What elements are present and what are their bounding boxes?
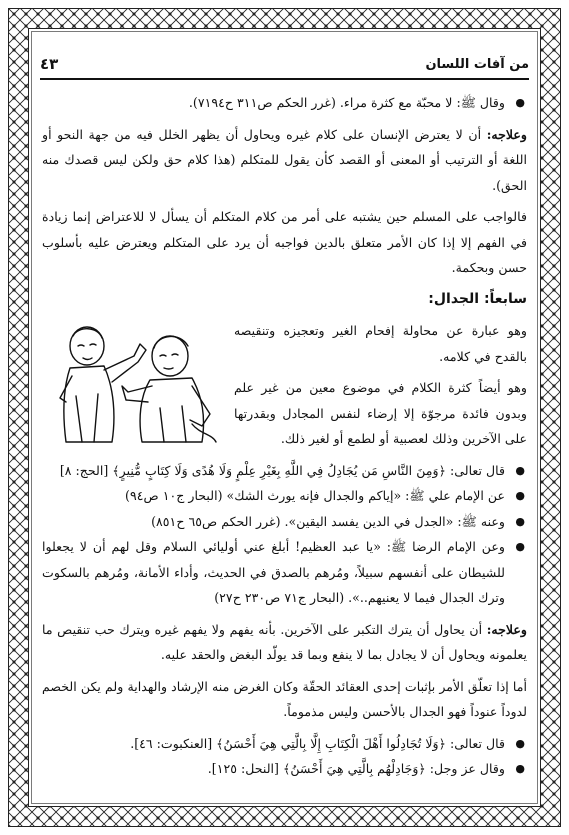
section-heading: سابعاً: الجدال: — [428, 290, 527, 307]
hadith-item: ● وقال ﷺ: لا محبّة مع كثرة مراء. (غرر الحكم ص٣١١ ح٧١٩٤). — [42, 90, 527, 116]
paragraph: فالواجب على المسلم حين يشتبه على أمر من كلام المتكلم أن يسأل لا للاعتراض إنما زيادة في الفهم إلا إذا كان الأمر متعلق بالدين فواجبه أن يرد على المتكلم ويعترض عليه بأسلوب حسن وبحكمة. — [42, 209, 527, 275]
remedy-label: وعلاجه: — [486, 126, 527, 142]
hadith-item: ● وعنه ﷺ: «الجدل في الدين يفسد اليقين». (غرر الحكم ص٦٥ ح٨٥١) — [42, 509, 527, 535]
hadith-item: ● وعن الإمام الرضا ﷺ: «يا عبد العظيم! أبلغ عني أوليائي السلام وقل لهم أن لا يجعلوا للشيطان على أنفسهم سبيلاً، ومُرهم بالصدق في الحديث، وأداء الأمانة، ومُرهم بالسكوت وترك الجدال فيما لا يعنيهم..». (البحار ج٧١ ص٢٣٠ ح٢٧) — [42, 534, 527, 611]
running-title: من آفات اللسان — [425, 57, 529, 72]
paragraph-remedy — [42, 617, 527, 668]
two-boys-arguing-illustration — [42, 316, 222, 446]
remedy-text: أن يحاول أن يترك التكبر على الآخرين. بأنه يفهم ولا يفهم غيره ويترك حب تنقيص ما يعلمونه ويحاول أن لا يجادل بما لا ينفع وبما قد يولّد البغض والحقد عليه. — [42, 621, 527, 662]
paragraph: وهو عبارة عن محاولة إفحام الغير وتعجيزه وتنقيصه بالقدح في كلامه. — [234, 323, 527, 364]
paragraph: أما إذا تعلّق الأمر بإثبات إحدى العقائد الحقّة وكان الغرض منه الإرشاد والهداية ولم يكن الخصم لدوداً عنوداً فهو الجدال بالأحسن وليس مذموماً. — [42, 678, 527, 719]
page-body — [42, 90, 527, 782]
remedy-text: أن لا يعترض الإنسان على كلام غيره ويحاول أن يظهر الخلل فيه من جهة النحو أو اللغة أو الترتيب أو المعنى أو القصد كأن يقول للمتكلم (هذا كلام حق ولكن ليس قصدك منه الحق). — [42, 126, 527, 193]
verse-item: ● قال تعالى: ﴿وَلَا تُجَادِلُوا أَهْلَ الْكِتَابِ إِلَّا بِالَّتِي هِيَ أَحْسَنُ﴾ [العنكبوت: ٤٦]. — [42, 731, 527, 757]
page-number: ٤٣ — [40, 55, 59, 73]
page-header — [40, 55, 529, 77]
verse-item: ● وقال عز وجل: ﴿وَجَادِلْهُم بِالَّتِي هِيَ أَحْسَنُ﴾ [النحل: ١٢٥]. — [42, 756, 527, 782]
hadith-item: ● عن الإمام علي ﷺ: «إياكم والجدال فإنه يورث الشك» (البحار ج١٠ ص٩٤) — [42, 483, 527, 509]
header-rule — [40, 78, 529, 80]
paragraph: وهو أيضاً كثرة الكلام في موضوع معين من غير علم وبدون فائدة مرجوّة إلا إرضاء لنفس المجادل وبقدرتها على الآخرين وذلك لعصبية أو لطمع أو لغير ذلك. — [234, 380, 527, 446]
paragraph-remedy — [42, 122, 527, 199]
verse-item: ● قال تعالى: ﴿وَمِنَ النَّاسِ مَن يُجَادِلُ فِي اللَّهِ بِغَيْرِ عِلْمٍ وَلَا هُدًى وَلَا كِتَابٍ مُّنِيرٍ﴾ [الحج: ٨] — [42, 458, 527, 484]
remedy-label: وعلاجه: — [486, 621, 527, 637]
